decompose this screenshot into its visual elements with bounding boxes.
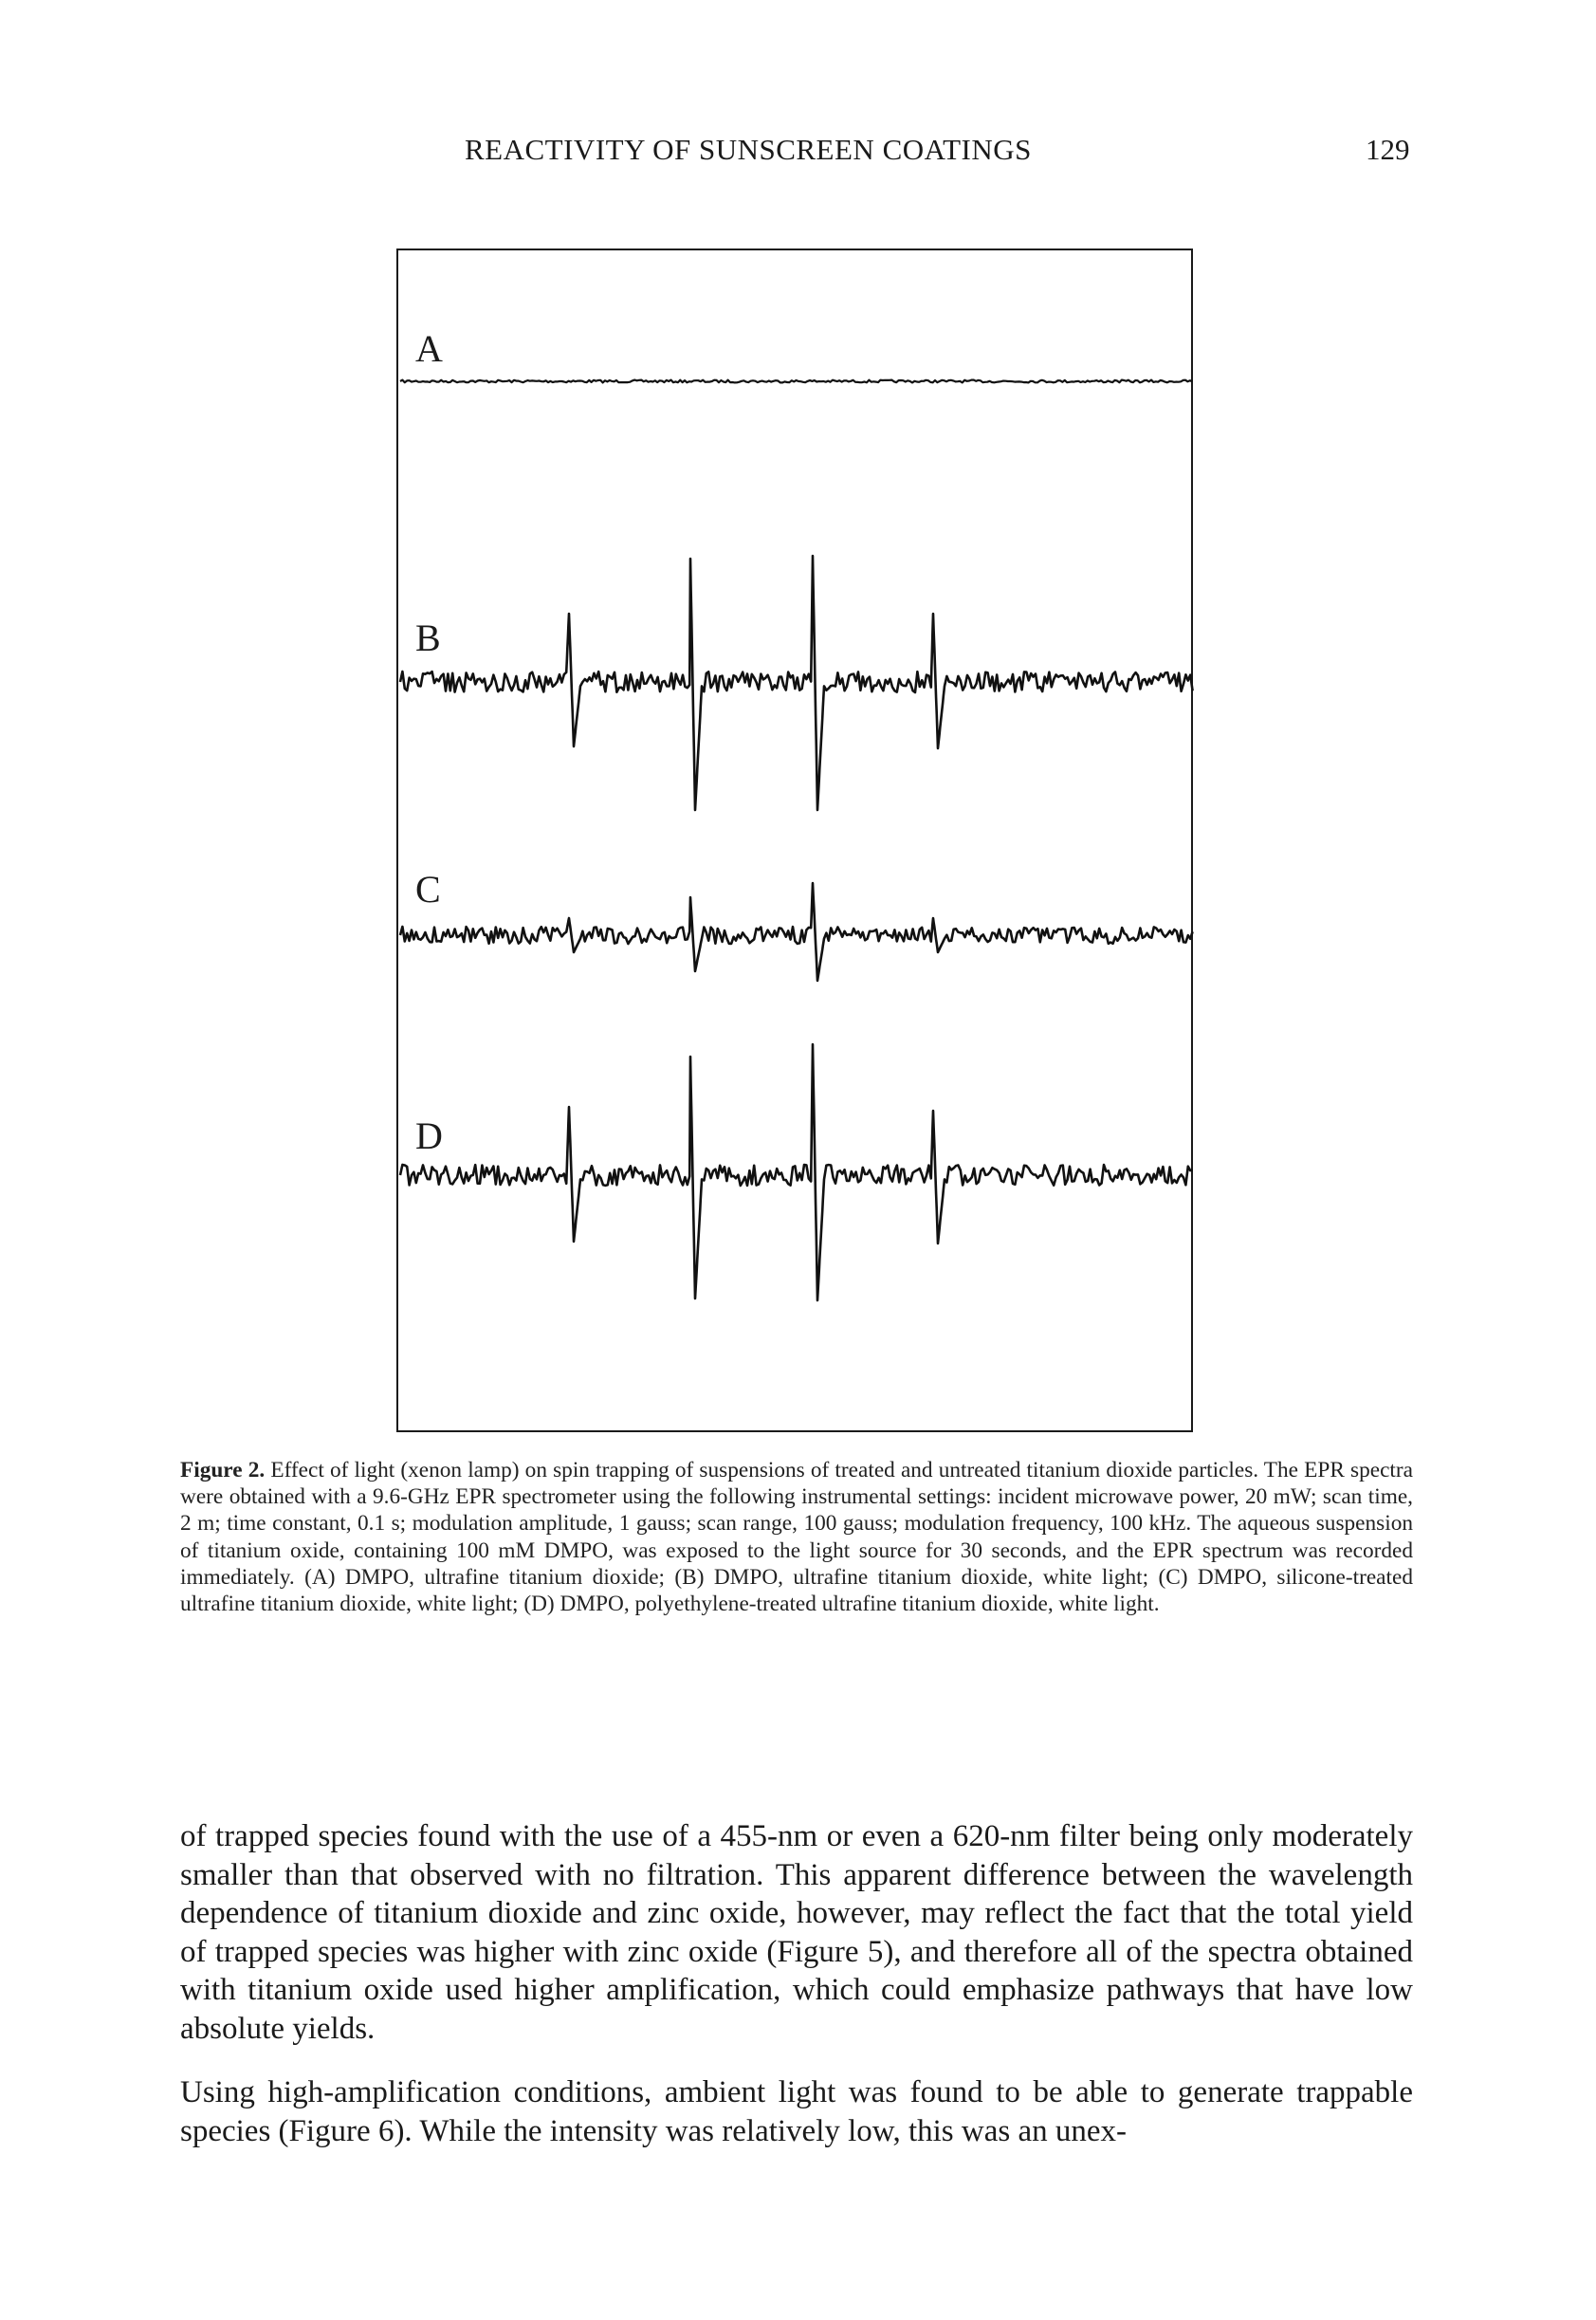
body-paragraph-1: of trapped species found with the use of a 455-nm or even a 620-nm filter being only moderately smaller than that observed with no filtration. This apparent difference between the wavelength dependence of titanium dioxide and zinc oxide, however, may reflect the fact that the total yield of trapped species was higher with zinc oxide (Figure 5), and therefore all of the spectra obtained with titanium oxide used higher amplification, which could emphasize pathways that have low absolute yields.: [180, 1819, 1413, 2046]
epr-spectra-plot: [398, 250, 1195, 1434]
running-title: REACTIVITY OF SUNSCREEN COATINGS: [465, 133, 1032, 166]
epr-spectra-figure: [396, 249, 1193, 1432]
figure-caption: [180, 1457, 1413, 1617]
trace-label-d: D: [415, 1114, 443, 1157]
trace-label-c: C: [415, 868, 441, 911]
figure-caption-text: Effect of light (xenon lamp) on spin trapping of suspensions of treated and untreated titanium dioxide particles. The EPR spectra were obtained with a 9.6-GHz EPR spectrometer using the following instrumental settings: incident microwave power, 20 mW; scan time, 2 m; time constant, 0.1 s; modulation amplitude, 1 gauss; scan range, 100 gauss; modulation frequency, 100 kHz. The aqueous suspension of titanium oxide, containing 100 mM DMPO, was exposed to the light source for 30 seconds, and the EPR spectrum was recorded immediately. (A) DMPO, ultrafine titanium dioxide; (B) DMPO, ultrafine titanium dioxide, white light; (C) DMPO, silicone-treated ultrafine titanium dioxide, white light; (D) DMPO, polyethylene-treated ultrafine titanium dioxide, white light.: [180, 1458, 1413, 1617]
trace-b-line: [400, 556, 1193, 810]
body-paragraph-2: Using high-amplification conditions, ambient light was found to be able to generate trappable species (Figure 6). While the intensity was relatively low, this was an unex-: [180, 2075, 1413, 2148]
page-number: 129: [1366, 133, 1410, 166]
figure-caption-label: Figure 2.: [180, 1458, 266, 1482]
trace-c-line: [400, 883, 1193, 981]
trace-a-line: [400, 380, 1192, 383]
trace-label-a: A: [415, 327, 443, 370]
trace-d-line: [400, 1044, 1193, 1300]
trace-label-b: B: [415, 617, 441, 659]
